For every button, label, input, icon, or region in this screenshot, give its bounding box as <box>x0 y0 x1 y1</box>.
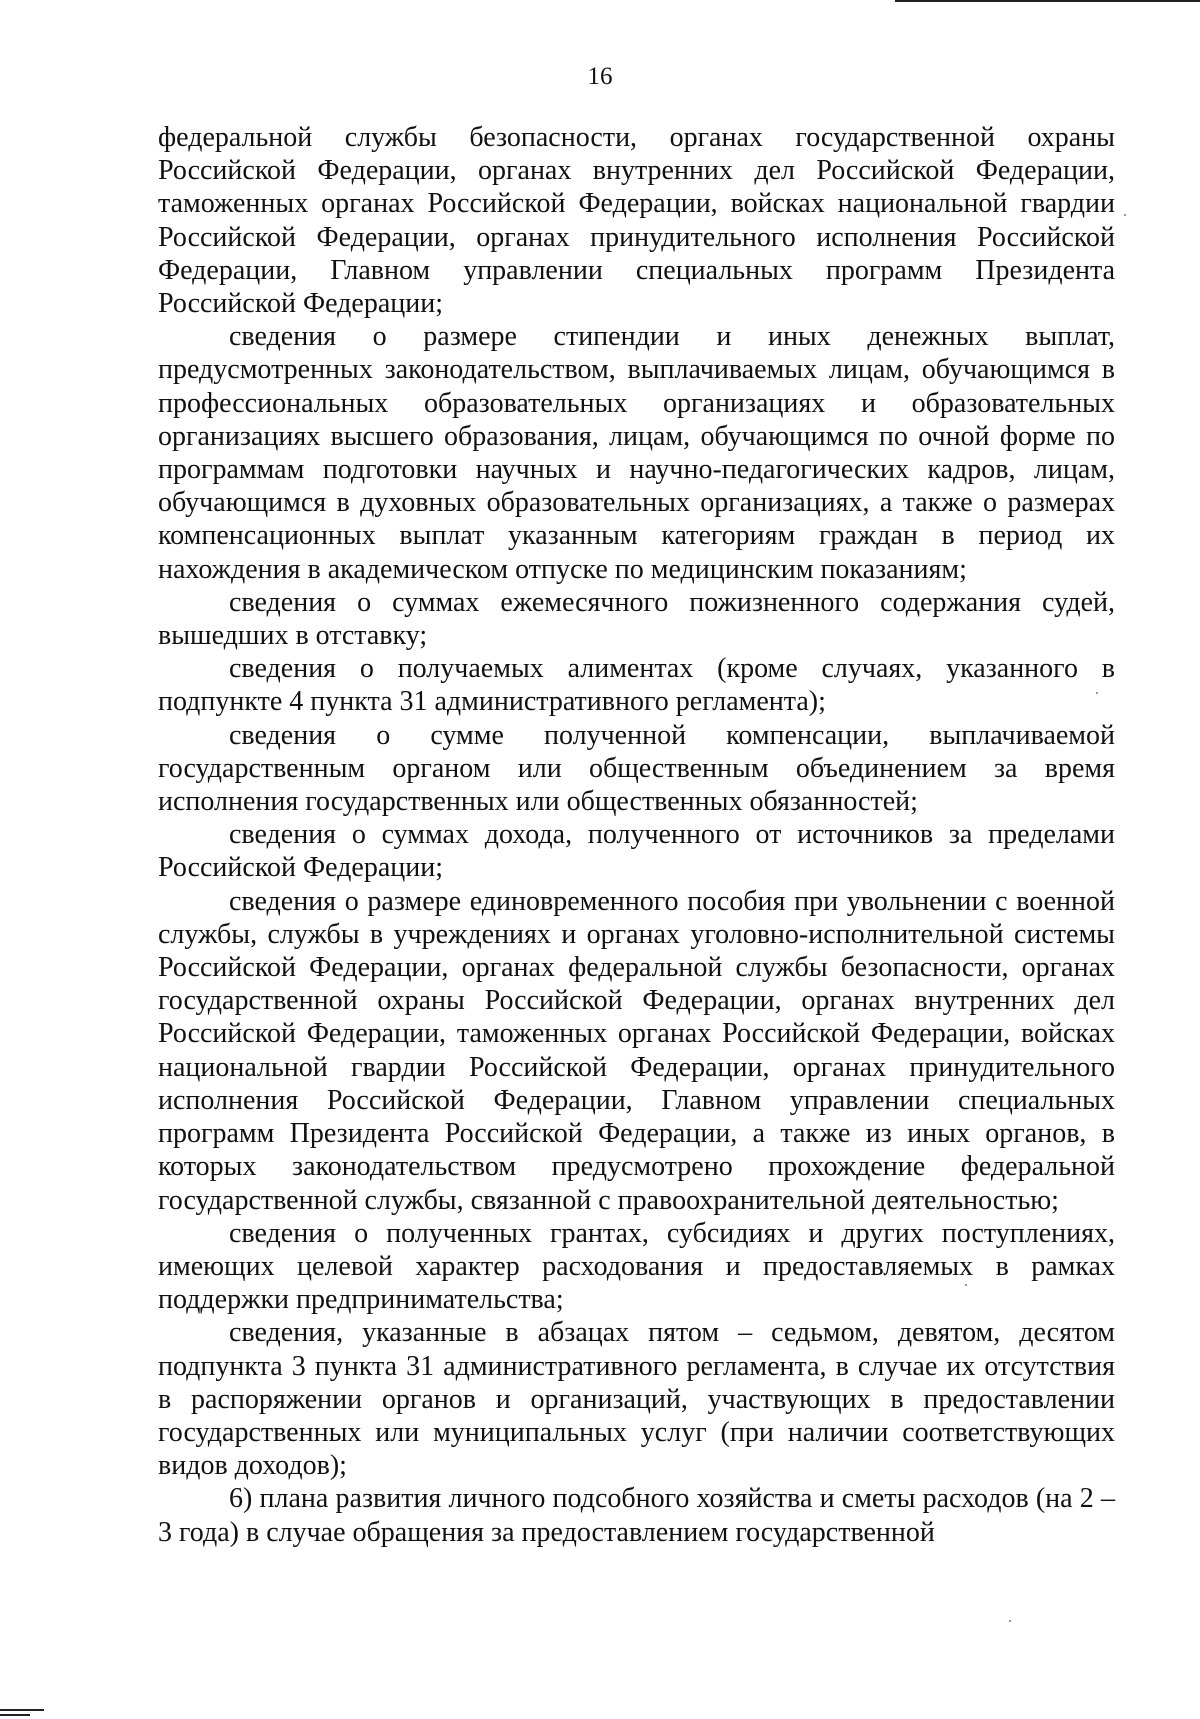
paragraph: сведения о суммах дохода, полученного от источников за пределами Российской Федерации; <box>158 819 1115 884</box>
paragraph: сведения о размере стипендии и иных денежных выплат, предусмотренных законодательством, выплачиваемых лицам, обучающимся в профессиональных образовательных организациях и образовательных организациях высшего образования, лицам, обучающимся по очной форме по программам подготовки научных и научно-педагогических кадров, лицам, обучающимся в духовных образовательных организациях, а также о размерах компенсационных выплат указанным категориям граждан в период их нахождения в академическом отпуске по медицинским показаниям; <box>158 321 1115 585</box>
page-number: 16 <box>587 63 613 90</box>
paragraph: сведения о полученных грантах, субсидиях и других поступлениях, имеющих целевой характер расходования и предоставляемых в рамках поддержки предпринимательства; <box>158 1217 1115 1316</box>
paragraph: сведения о получаемых алиментах (кроме случаях, указанного в подпункте 4 пункта 31 административного регламента); <box>158 653 1115 718</box>
scan-edge-line <box>0 1709 44 1711</box>
paragraph: сведения о размере единовременного пособия при увольнении с военной службы, службы в учреждениях и органах уголовно-исполнительной системы Российской Федерации, органах федеральной службы безопасности, органах государственной охраны Российской Федерации, органах внутренних дел Российской Федерации, таможенных органах Российской Федерации, войсках национальной гвардии Российской Федерации, органах принудительного исполнения Российской Федерации, Главном управлении специальных программ Президента Российской Федерации, а также из иных органов, в которых законодательством предусмотрено прохождение федеральной государственной службы, связанной с правоохранительной деятельностью; <box>158 885 1115 1216</box>
paragraph: сведения о суммах ежемесячного пожизненного содержания судей, вышедших в отставку; <box>158 586 1115 652</box>
scan-edge-line <box>0 1714 30 1716</box>
scan-speck <box>1124 214 1126 216</box>
scan-edge-line <box>895 0 1200 2</box>
document-body <box>158 121 1115 1549</box>
paragraph: 6) плана развития личного подсобного хозяйства и сметы расходов (на 2 – 3 года) в случае обращения за предоставлением государственной <box>158 1483 1115 1548</box>
paragraph: сведения о сумме полученной компенсации, выплачиваемой государственным органом или общественным объединением за время исполнения государственных или общественных обязанностей; <box>158 719 1115 818</box>
scan-speck <box>1009 1620 1011 1622</box>
paragraph: сведения, указанные в абзацах пятом – седьмом, девятом, десятом подпункта 3 пункта 31 административного регламента, в случае их отсутствия в распоряжении органов и организаций, участвующих в предоставлении государственных или муниципальных услуг (при наличии соответствующих видов доходов); <box>158 1317 1115 1482</box>
paragraph: федеральной службы безопасности, органах государственной охраны Российской Федерации, органах внутренних дел Российской Федерации, таможенных органах Российской Федерации, войсках национальной гвардии Российской Федерации, органах принудительного исполнения Российской Федерации, Главном управлении специальных программ Президента Российской Федерации; <box>158 122 1115 320</box>
